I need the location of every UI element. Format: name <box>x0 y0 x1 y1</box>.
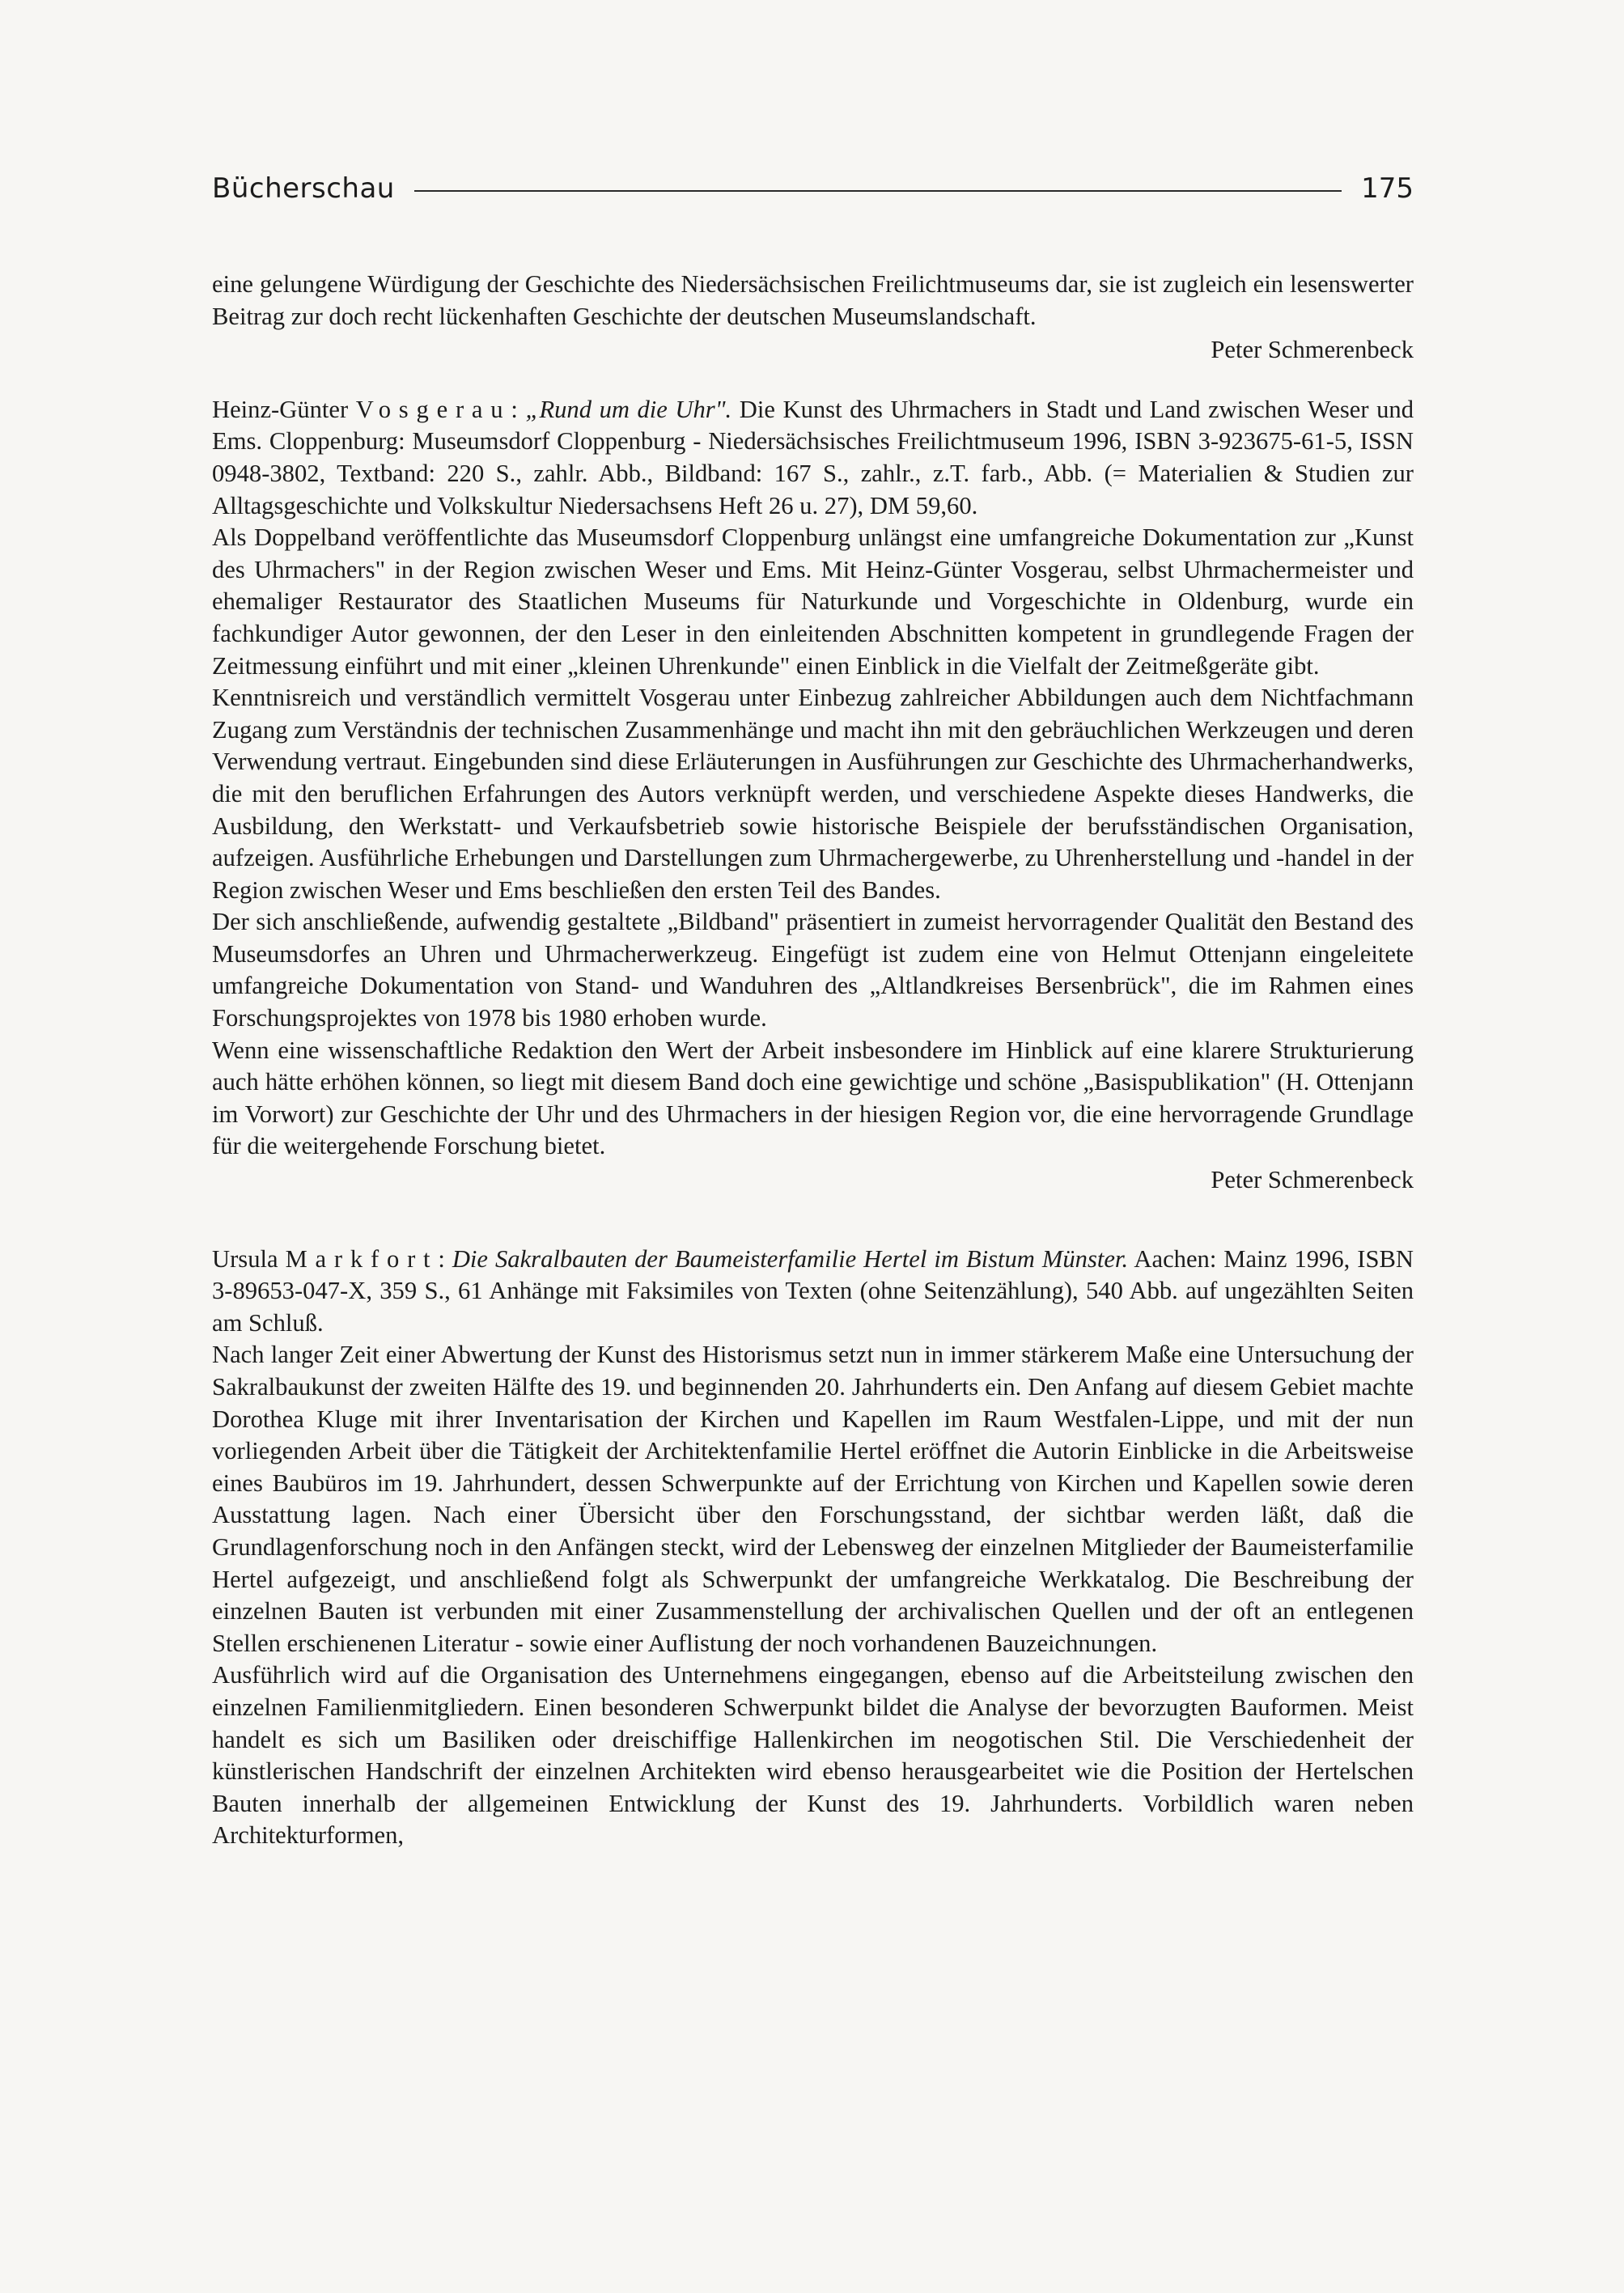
review2-citation <box>212 1244 1414 1340</box>
review2-author-first: Ursula <box>212 1244 278 1273</box>
review2-paragraph: Ausführlich wird auf die Organisation des Unternehmens eingegangen, ebenso auf die Arbeitsteilung zwischen den einzelnen Familienmitgliedern. Einen besonderen Schwerpunkt bildet die Analyse der bevorzugten Bauformen. Meist handelt es sich um Basiliken oder dreischiffige Hallenkirchen im neogotischen Stil. Die Verschiedenheit der künstlerischen Handschrift der einzelnen Architekten wird ebenso herausgearbeitet wie die Position der Hertelschen Bauten innerhalb der allgemeinen Entwicklung der Kunst des 19. Jahrhunderts. Vorbildlich waren neben Architekturformen, <box>212 1661 1414 1850</box>
review1-title: „Rund um die Uhr". <box>525 395 732 423</box>
review1-paragraph: Kenntnisreich und verständlich vermittelt Vosgerau unter Einbezug zahlreicher Abbildungen auch dem Nichtfachmann Zugang zum Verständnis der technischen Zusammenhänge und macht ihn mit den gebräuchlichen Werkzeugen und deren Verwendung vertraut. Eingebunden sind diese Erläuterungen in Ausführungen zur Geschichte des Uhrmacherhandwerks, die mit den beruflichen Erfahrungen des Autors verknüpft werden, und verschiedene Aspekte dieses Handwerks, die Ausbildung, den Werkstatt- und Verkaufsbetrieb sowie historische Beispiele der berufsständischen Organisation, aufzeigen. Ausführliche Erhebungen und Darstellungen zum Uhrmachergewerbe, zu Uhrenherstellung und -handel in der Region zwischen Weser und Ems beschließen den ersten Teil des Bandes. <box>212 684 1414 904</box>
section-title: Bücherschau <box>212 172 395 205</box>
review1-author-last: Vosgerau <box>355 395 511 423</box>
review2-paragraph: Nach langer Zeit einer Abwertung der Kunst des Historismus setzt nun in immer stärkerem Maße eine Untersuchung der Sakralbaukunst der zweiten Hälfte des 19. und beginnenden 20. Jahrhunderts ein. Den Anfang auf diesem Gebiet machte Dorothea Kluge mit ihrer Inventarisation der Kirchen und Kapellen im Raum Westfalen-Lippe, und mit der nun vorliegenden Arbeit über die Tätigkeit der Architektenfamilie Hertel eröffnet die Autorin Einblicke in die Arbeitsweise eines Baubüros im 19. Jahrhundert, dessen Schwerpunkte auf der Errichtung von Kirchen und Kapellen sowie deren Ausstattung lagen. Nach einer Übersicht über den Forschungsstand, der sichtbar werden läßt, daß die Grundlagenforschung noch in den Anfängen steckt, wird der Lebensweg der einzelnen Mitglieder der Baumeisterfamilie Hertel aufgezeigt, und anschließend folgt als Schwerpunkt der umfangreiche Werkkatalog. Die Beschreibung der einzelnen Bauten ist verbunden mit einer Zusammenstellung der archivalischen Quellen und der oft an entlegenen Stellen erschienenen Literatur - sowie einer Auflistung der noch vorhandenen Bauzeichnungen. <box>212 1341 1414 1657</box>
review1-citation <box>212 394 1414 522</box>
running-header <box>212 168 1414 209</box>
header-rule <box>414 190 1342 192</box>
review1-paragraph: Wenn eine wissenschaftliche Redaktion den Wert der Arbeit insbesondere im Hinblick auf eine klarere Strukturierung auch hätte erhöhen können, so liegt mit diesem Band doch eine gewichtige und schöne „Basispublikation" (H. Ottenjann im Vorwort) zur Geschichte der Uhr und des Uhrmachers in der hiesigen Region vor, die eine hervorragende Grundlage für die weitergehende Forschung bietet. <box>212 1036 1414 1160</box>
review1-signature: Peter Schmerenbeck <box>1211 1166 1414 1194</box>
page-number: 175 <box>1361 172 1414 205</box>
review1-paragraph: Als Doppelband veröffentlichte das Museumsdorf Cloppenburg unlängst eine umfangreiche Dokumentation zur „Kunst des Uhrmachers" in der Region zwischen Weser und Ems. Mit Heinz-Günter Vosgerau, selbst Uhrmachermeister und ehemaliger Restaurator des Staatlichen Museums für Naturkunde und Vorgeschichte in Oldenburg, wurde ein fachkundiger Autor gewonnen, der den Leser in den einleitenden Abschnitten kompetent in grundlegende Fragen der Zeitmessung einführt und mit einer „kleinen Uhrenkunde" einen Einblick in die Vielfalt der Zeitmeßgeräte gibt. <box>212 523 1414 680</box>
review2-title: Die Sakralbauten der Baumeisterfamilie Hertel im Bistum Münster. <box>452 1244 1129 1273</box>
review1-author-first: Heinz-Günter <box>212 395 349 423</box>
review1-citation-text: Die Kunst des Uhrmachers in Stadt und Land zwischen Weser und Ems. Cloppenburg: Museumsdorf Cloppenburg - Niedersächsisches Freilichtmuseum 1996, ISBN 3-923675-61-5, ISSN 0948-3802, Textband: 220 S., zahlr. Abb., Bildband: 167 S., zahlr., z.T. farb., Abb. (= Materialien & Studien zur Alltagsgeschichte und Volkskultur Niedersachsens Heft 26 u. 27), DM 59,60. <box>212 395 1414 519</box>
intro-paragraph: eine gelungene Würdigung der Geschichte des Niedersächsischen Freilichtmuseums dar, sie ist zugleich ein lesenswerter Beitrag zur doch recht lückenhaften Geschichte der deutschen Museumslandschaft. <box>212 270 1414 330</box>
review2-author-last: Markfort <box>285 1244 439 1273</box>
review1-paragraph: Der sich anschließende, aufwendig gestaltete „Bildband" präsentiert in zumeist hervorragender Qualität den Bestand des Museumsdorfes an Uhren und Uhrmacherwerkzeug. Eingefügt ist zudem eine von Helmut Ottenjann eingeleitete umfangreiche Dokumentation von Stand- und Wanduhren des „Altlandkreises Bersenbrück", die im Rahmen eines Forschungsprojektes von 1978 bis 1980 erhoben wurde. <box>212 908 1414 1032</box>
review1-colon: : <box>511 395 518 423</box>
page-content <box>212 269 1414 1852</box>
review2-colon: : <box>438 1244 445 1273</box>
intro-signature: Peter Schmerenbeck <box>1211 336 1414 364</box>
document-page <box>212 168 1414 1852</box>
review2-citation-text: Aachen: Mainz 1996, ISBN 3-89653-047-X, 359 S., 61 Anhänge mit Faksimiles von Texten (ohne Seitenzählung), 540 Abb. auf ungezählten Seiten am Schluß. <box>212 1244 1414 1337</box>
